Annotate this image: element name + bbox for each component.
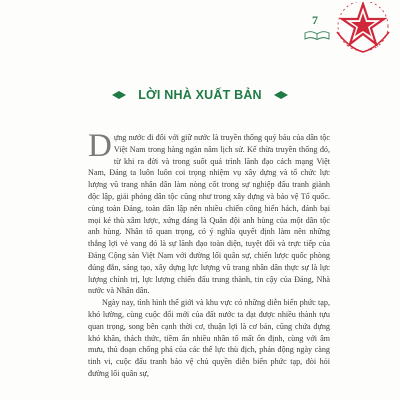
red-star-emblem-icon xyxy=(330,2,394,54)
title-ornament-right-icon xyxy=(274,91,288,99)
drop-cap: D xyxy=(88,128,112,164)
page-title: LỜI NHÀ XUẤT BẢN xyxy=(138,88,262,103)
paragraph-1-text: ựng nước đi đôi với giữ nước là truyền thống quý báu của dân tộc Việt Nam trong hàng ngàn năm lịch sử. Kế thừa truyền thống đó, từ khi ra đời và trong suốt quá trình lãnh đạo cách mạng Việt Nam, Đảng ta luôn luôn coi trọng nhiệm vụ xây dựng và tổ chức lực lượng vũ trang nhân dân làm nòng cốt trong sự nghiệp đấu tranh giành độc lập, giải phóng dân tộc cũng như trong xây dựng và bảo vệ Tổ quốc. cùng toàn Đảng, toàn dân lập nên nhiều chiến công hiển hách, đánh bại mọi kẻ thù xâm lược, xứng đáng là Quân đội anh hùng của một dân tộc anh hùng. Nhân tố quan trọng, có ý nghĩa quyết định làm nên những thắng lợi vẻ vang đó là sự lãnh đạo toàn diện, tuyệt đối và trực tiếp của Đảng Cộng sản Việt Nam với đường lối quân sự, chiến lược quốc phòng đúng đắn, sáng tạo, xây dựng lực lượng vũ trang nhân dân thực sự là lực lượng chính trị, lực lượng chiến đấu trung thành, tin cậy của Đảng, Nhà nước và Nhân dân. xyxy=(88,133,330,296)
title-row xyxy=(0,86,400,106)
paragraph-2: Ngày nay, tình hình thế giới và khu vực có những diễn biến phức tạp, khó lường, cùng cuộc đổi mới của đất nước ta đạt được nhiều thành tựu quan trọng, song bên cạnh thời cơ, thuận lợi là cơ bản, cũng chứa đựng khó khăn, thách thức, tiềm ẩn nhiều nhân tố mất ổn định, cùng với âm mưu, thủ đoạn chống phá của các thế lực thù địch, phản động ngày càng tinh vi, cuộc đấu tranh bảo vệ chủ quyền diễn biến phức tạp, đòi hỏi đường lối quân sự, xyxy=(88,298,330,378)
open-book-icon xyxy=(304,30,330,40)
body-text xyxy=(88,128,330,380)
page-number: 7 xyxy=(312,13,318,27)
title-ornament-left-icon xyxy=(112,91,126,99)
paragraph-1 xyxy=(88,128,330,297)
